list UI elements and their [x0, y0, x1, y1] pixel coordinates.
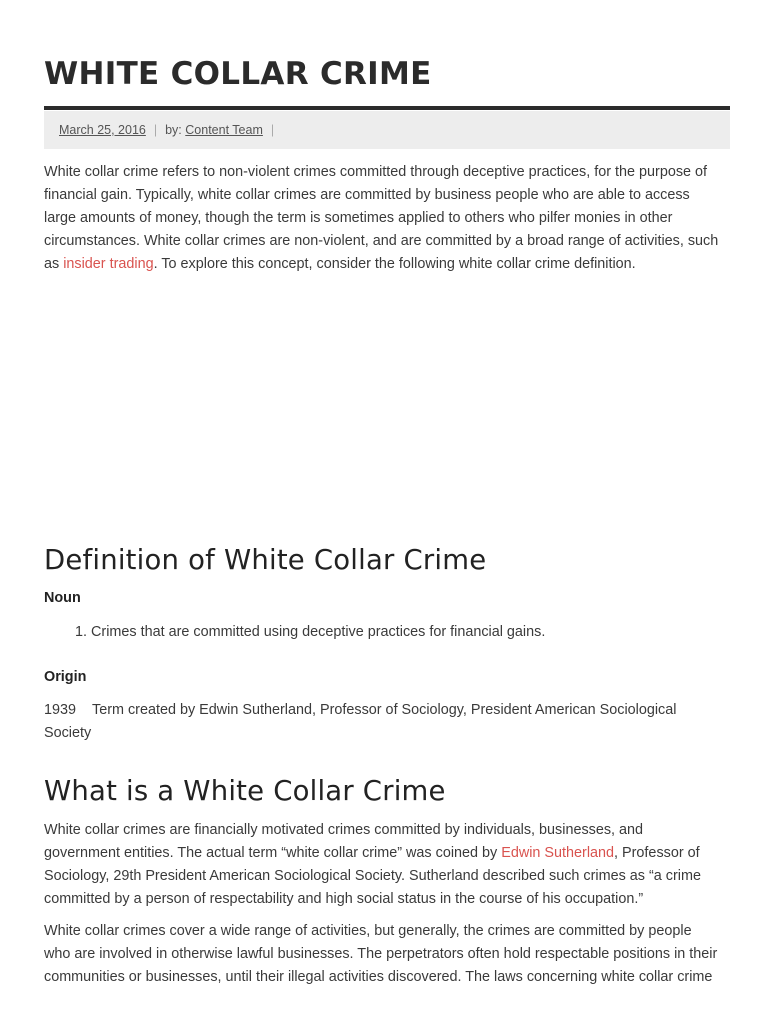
- post-meta-bar: [44, 111, 730, 149]
- text-line: White collar crimes cover a wide range of activities, but generally, the crimes are committed by people: [44, 923, 692, 939]
- noun-label: Noun: [44, 590, 81, 606]
- page-title: WHITE COLLAR CRIME: [44, 56, 432, 92]
- text-line: circumstances. White collar crimes are non-violent, and are committed by a broad range of activities, such: [44, 233, 719, 249]
- text-line: White collar crimes are financially motivated crimes committed by individuals, businesses, and: [44, 822, 644, 838]
- text-fragment: . To explore this concept, consider the following white collar crime definition.: [153, 256, 636, 272]
- insider-trading-link[interactable]: insider trading: [63, 256, 154, 272]
- text-line: [44, 253, 730, 276]
- text-fragment: government entities. The actual term “white collar crime” was coined by: [44, 845, 502, 861]
- text-line: financial gain. Typically, white collar crimes are committed by business people who are able to access: [44, 187, 690, 203]
- text-line: committed by a person of respectability and high social status in the course of his occupation.”: [44, 891, 644, 907]
- what-is-heading: What is a White Collar Crime: [44, 775, 446, 807]
- text-line: [44, 842, 730, 865]
- author-link[interactable]: Content Team: [185, 123, 263, 137]
- meta-separator: |: [270, 123, 275, 137]
- text-line: Sociology, 29th President American Sociological Society. Sutherland described such crimes as “a crime: [44, 868, 701, 884]
- what-is-paragraph-1: [44, 819, 730, 911]
- intro-paragraph: [44, 161, 730, 276]
- meta-separator: |: [153, 123, 158, 137]
- origin-label: Origin: [44, 669, 87, 685]
- origin-text: Term created by Edwin Sutherland, Professor of Sociology, President American Sociological: [92, 702, 677, 718]
- article: [44, 0, 730, 1024]
- text-line: [44, 699, 730, 722]
- what-is-paragraph-2: [44, 920, 730, 989]
- text-line: White collar crime refers to non-violent crimes committed through deceptive practices, for the purpose of: [44, 164, 708, 180]
- definition-heading: Definition of White Collar Crime: [44, 544, 487, 576]
- list-item-text: Crimes that are committed using deceptive practices for financial gains.: [91, 624, 546, 640]
- title-divider: [44, 106, 730, 110]
- post-date-link[interactable]: March 25, 2016: [59, 123, 146, 137]
- edwin-sutherland-link[interactable]: Edwin Sutherland: [501, 845, 615, 861]
- list-number: 1.: [75, 624, 88, 640]
- origin-paragraph: [44, 699, 730, 745]
- text-fragment: , Professor of: [614, 845, 700, 861]
- text-line: communities or businesses, until their illegal activities discovered. The laws concerning white collar crime: [44, 969, 713, 985]
- text-fragment: as: [44, 256, 64, 272]
- text-line: who are involved in otherwise lawful businesses. The perpetrators often hold respectable positions in their: [44, 946, 718, 962]
- by-label: by:: [165, 123, 182, 137]
- definition-list-item: [75, 624, 545, 640]
- origin-year: 1939: [44, 702, 77, 718]
- text-line: Society: [44, 725, 92, 741]
- text-line: large amounts of money, though the term is sometimes applied to others who pilfer monies in other: [44, 210, 673, 226]
